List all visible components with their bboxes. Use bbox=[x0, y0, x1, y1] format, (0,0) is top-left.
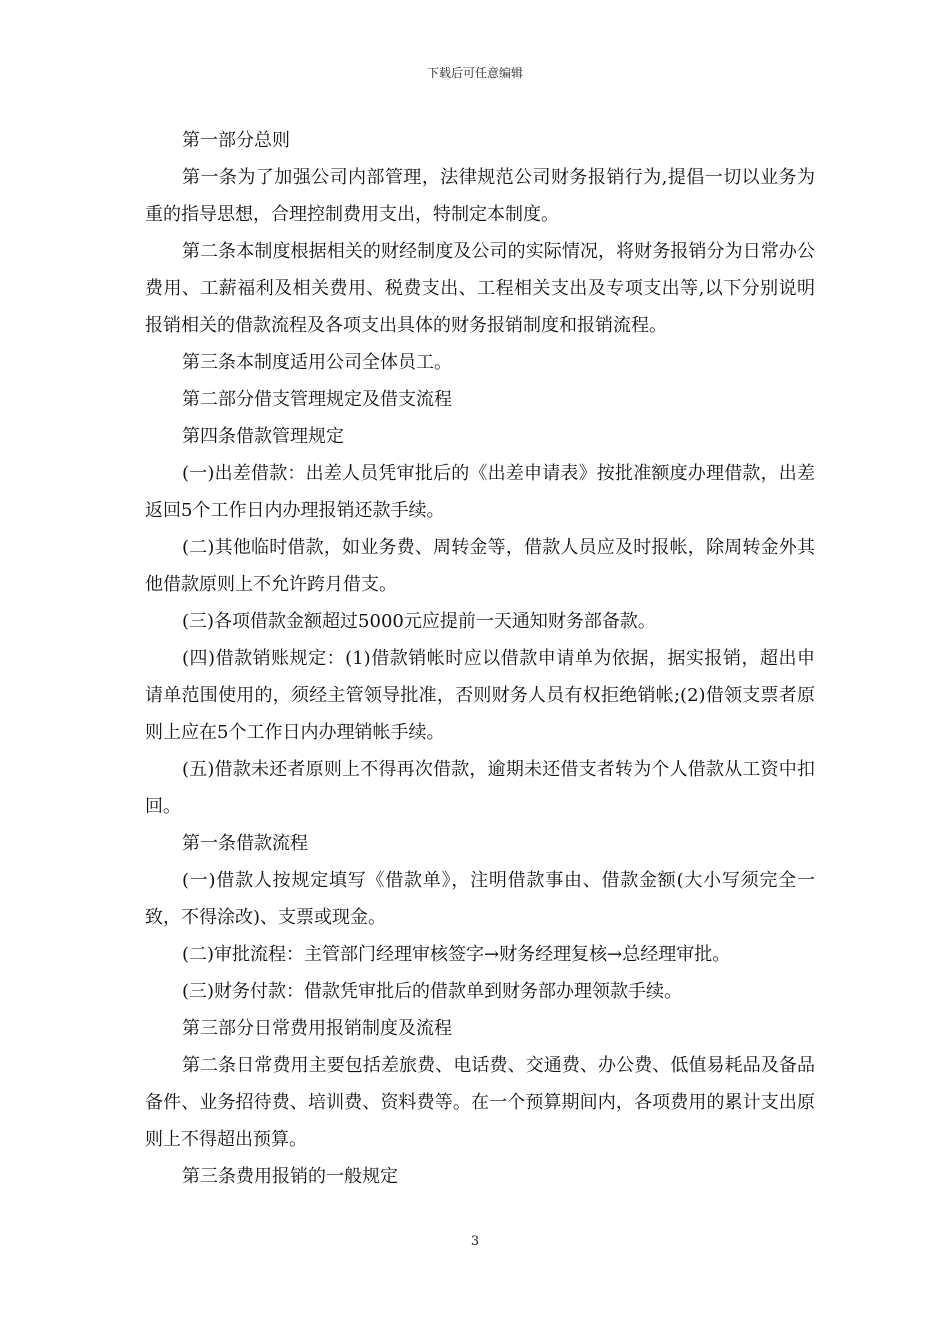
paragraph-item-3: (三)各项借款金额超过5000元应提前一天通知财务部备款。 bbox=[182, 611, 656, 632]
paragraph-process-item-2: (二)审批流程：主管部门经理审核签字→财务经理复核→总经理审批。 bbox=[182, 944, 731, 965]
paragraph-borrow-process: 第一条借款流程 bbox=[182, 833, 308, 854]
document-body bbox=[145, 122, 815, 1195]
paragraph-item-4: (四)借款销账规定：(1)借款销帐时应以借款申请单为依据，据实报销，超出申请单范围使用的，须经主管领导批准，否则财务人员有权拒绝销帐;(2)借领支票者原则上应在5个工作日内办理销帐手续。 bbox=[145, 648, 815, 743]
paragraph-item-5: (五)借款未还者原则上不得再次借款，逾期未还借支者转为个人借款从工资中扣回。 bbox=[145, 759, 815, 817]
paragraph-article-1: 第一条为了加强公司内部管理，法律规范公司财务报销行为,提倡一切以业务为重的指导思想，合理控制费用支出，特制定本制度。 bbox=[145, 167, 815, 225]
page-number: 3 bbox=[470, 1234, 480, 1249]
section-heading-part-3: 第三部分日常费用报销制度及流程 bbox=[182, 1018, 452, 1039]
paragraph-article-4: 第四条借款管理规定 bbox=[182, 426, 344, 447]
paragraph-process-item-1: (一)借款人按规定填写《借款单》，注明借款事由、借款金额(大小写须完全一致，不得涂改)、支票或现金。 bbox=[145, 870, 815, 928]
paragraph-process-item-3: (三)财务付款：借款凭审批后的借款单到财务部办理领款手续。 bbox=[182, 981, 683, 1002]
section-heading-part-2: 第二部分借支管理规定及借支流程 bbox=[182, 389, 452, 410]
paragraph-daily-expenses: 第二条日常费用主要包括差旅费、电话费、交通费、办公费、低值易耗品及备品备件、业务招待费、培训费、资料费等。在一个预算期间内，各项费用的累计支出原则上不得超出预算。 bbox=[145, 1055, 815, 1150]
paragraph-item-2: (二)其他临时借款，如业务费、周转金等，借款人员应及时报帐，除周转金外其他借款原则上不允许跨月借支。 bbox=[145, 537, 815, 595]
paragraph-general-rules: 第三条费用报销的一般规定 bbox=[182, 1166, 398, 1187]
paragraph-item-1: (一)出差借款：出差人员凭审批后的《出差申请表》按批准额度办理借款，出差返回5个工作日内办理报销还款手续。 bbox=[145, 463, 815, 521]
page-header: 下载后可任意编辑 bbox=[426, 66, 523, 80]
paragraph-article-3: 第三条本制度适用公司全体员工。 bbox=[182, 352, 452, 373]
section-heading-part-1: 第一部分总则 bbox=[182, 130, 290, 151]
paragraph-article-2: 第二条本制度根据相关的财经制度及公司的实际情况，将财务报销分为日常办公费用、工薪福利及相关费用、税费支出、工程相关支出及专项支出等,以下分别说明报销相关的借款流程及各项支出具体的财务报销制度和报销流程。 bbox=[145, 241, 815, 336]
